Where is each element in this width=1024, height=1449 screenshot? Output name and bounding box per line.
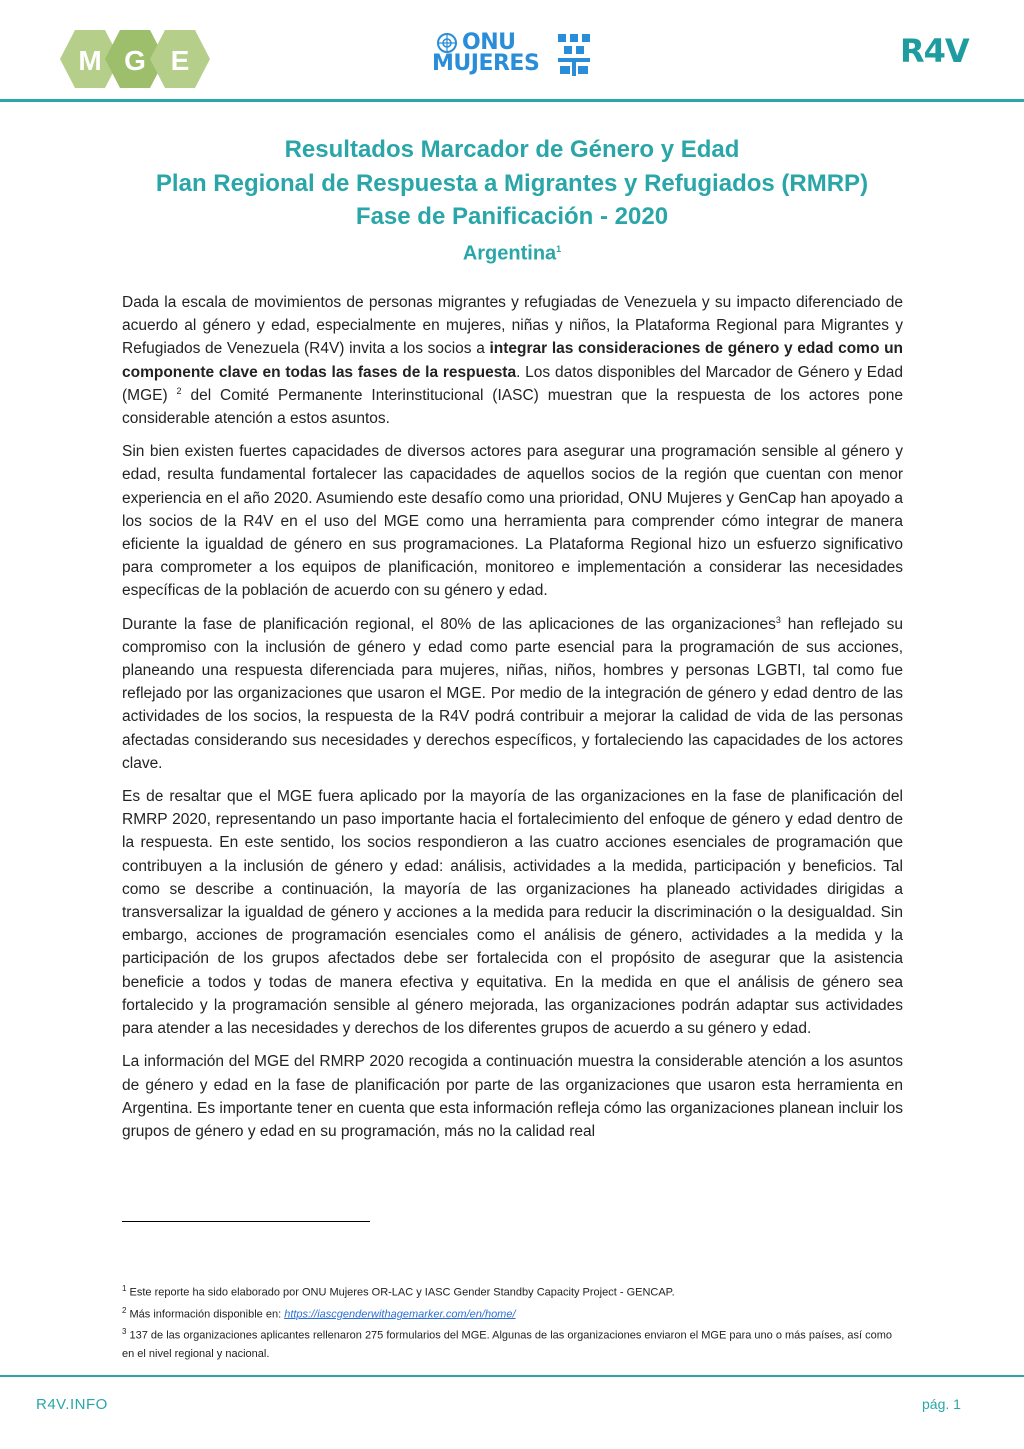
footnote-2 xyxy=(122,1302,903,1324)
footnote-separator xyxy=(122,1221,370,1222)
title-line-2: Plan Regional de Respuesta a Migrantes y Refugiados (RMRP) xyxy=(155,169,869,197)
country-title xyxy=(0,234,1024,269)
paragraph-3 xyxy=(122,613,903,775)
footnote-2-number: 2 xyxy=(122,1305,127,1315)
footnotes xyxy=(122,1280,903,1363)
document-title-block xyxy=(0,133,1024,268)
header-divider xyxy=(0,99,1024,102)
onu-logo-line2: MUJERES xyxy=(432,51,540,76)
footnote-3 xyxy=(122,1323,903,1363)
paragraph-2: Sin bien existen fuertes capacidades de diversos actores para asegurar una programación sensible al género y edad, resulta fundamental fortalecer las capacidades de aquellos socios de la región que cuentan con menor experiencia en el año 2020. Asumiendo este desafío como una prioridad, ONU Mujeres y GenCap han apoyado a los socios de la R4V en el uso del MGE como una herramienta para comprender cómo integrar de manera eficiente la igualdad de género en sus programaciones. La Plataforma Regional hizo un esfuerzo significativo para comprometer a los equipos de planificación, monitoreo e implementación a considerar las necesidades específicas de la población de acuerdo con su género y edad. xyxy=(122,443,903,600)
onu-mujeres-logo xyxy=(432,30,602,78)
title-line-1: Resultados Marcador de Género y Edad xyxy=(284,136,740,163)
paragraph-5: La información del MGE del RMRP 2020 recogida a continuación muestra la considerable atención a los asuntos de género y edad en la fase de planificación por parte de las organizaciones que usaron esta herramienta en Argentina. Es importante tener en cuenta que esta información refleja cómo las organizaciones planean incluir los grupos de género y edad en su programación, más no la calidad real xyxy=(122,1053,903,1140)
paragraph-1-text-a: Dada la escala de movimientos de personas migrantes y refugiadas de Venezuela y su impacto diferenciado de acuerdo al género y edad, especialmente en mujeres, niñas y niños, la Plataforma Regional para Migrantes y Refugiados de Venezuela (R4V) invita a los socios a xyxy=(122,294,903,358)
paragraph-4: Es de resaltar que el MGE fuera aplicado por la mayoría de las organizaciones en la fase de planificación del RMRP 2020, representando un paso importante hacia el fortalecimiento del enfoque de género y edad dentro de la respuesta. En este sentido, los socios respondieron a las cuatro acciones esenciales de programación que contribuyen a la inclusión de género y edad: análisis, actividades a la medida, participación y beneficios. Tal como se describe a continuación, la mayoría de las organizaciones ha planeado actividades dirigidas a transversalizar la igualdad de género y acciones a la medida para reducir la discriminación o la desigualdad. Sin embargo, acciones de programación esenciales como el análisis de género, actividades a la medida y la participación de los grupos afectados debe ser fortalecida con el propósito de asegurar que la asistencia beneficie a todos y todas de manera efectiva y equitativa. En la medida en que el análisis de género sea fortalecido y la programación sensible al género mejorada, las organizaciones podrán adaptar sus actividades para atender a las necesidades y derechos de los diferentes grupos de acuerdo a su género y edad. xyxy=(122,788,903,1038)
footnote-ref-3[interactable]: 3 xyxy=(775,614,781,625)
r4v-logo: R4V xyxy=(900,32,969,70)
document-body xyxy=(122,291,903,1153)
paragraph-3-text-b: han reflejado su compromiso con la inclusión de género y edad como parte esencial para la programación de sus acciones, planeando una respuesta diferenciada para mujeres, niñas, niños, hombres y personas LGBTI, tal como fue reflejado por las organizaciones que usaron el MGE. Por medio de la integración de género y edad dentro de las actividades de los socios, la respuesta de la R4V podrá contribuir a mejorar la calidad de vida de las personas afectadas considerando sus necesidades y derechos específicos, y fortaleciendo las capacidades de los actores clave. xyxy=(122,615,904,772)
country-name: Argentina xyxy=(462,242,557,265)
paragraph-1-text-b: . Los datos disponibles del Marcador de Género y Edad (MGE) xyxy=(122,363,903,404)
mge-letter-e: E xyxy=(170,45,190,76)
mge-letter-m: M xyxy=(78,45,102,76)
mge-letter-g: G xyxy=(124,45,146,76)
page-number: pág. 1 xyxy=(922,1396,961,1412)
footnote-1-text: Este reporte ha sido elaborado por ONU Mujeres OR-LAC y IASC Gender Standby Capacity Project - GENCAP. xyxy=(126,1286,675,1299)
mge-logo xyxy=(58,28,214,90)
paragraph-3-text-a: Durante la fase de planificación regional, el 80% de las aplicaciones de las organizaciones xyxy=(122,615,776,633)
footnote-2-text: Más información disponible en: xyxy=(126,1308,285,1321)
paragraph-1-bold: integrar las consideraciones de género y edad como un componente clave en todas las fases de la respuesta xyxy=(122,340,904,381)
footnote-3-number: 3 xyxy=(122,1327,127,1337)
footer-site-link[interactable]: R4V.INFO xyxy=(36,1396,108,1413)
footnote-1-number: 1 xyxy=(122,1284,127,1293)
title-line-3: Fase de Panificación - 2020 xyxy=(355,203,669,230)
page-header xyxy=(0,0,1024,102)
footnote-1 xyxy=(122,1280,903,1302)
footnote-3-text: 137 de las organizaciones aplicantes rellenaron 275 formularios del MGE. Algunas de las organizaciones enviaron el MGE para uno o más países, así como en el nivel regional y nacional. xyxy=(122,1329,892,1360)
women-symbol-icon xyxy=(556,32,592,76)
paragraph-1-text-c: del Comité Permanente Interinstitucional (IASC) muestran que la respuesta de los actores pone considerable atención a estos asuntos. xyxy=(122,386,904,428)
footnote-2-link[interactable]: https://iascgenderwithagemarker.com/en/home/ xyxy=(284,1308,516,1321)
footer-divider xyxy=(0,1375,1024,1377)
onu-logo-line1: ONU xyxy=(462,30,516,55)
footnote-ref-2[interactable]: 2 xyxy=(176,385,182,396)
country-footnote-ref: 1 xyxy=(556,243,562,254)
paragraph-1 xyxy=(122,291,903,430)
